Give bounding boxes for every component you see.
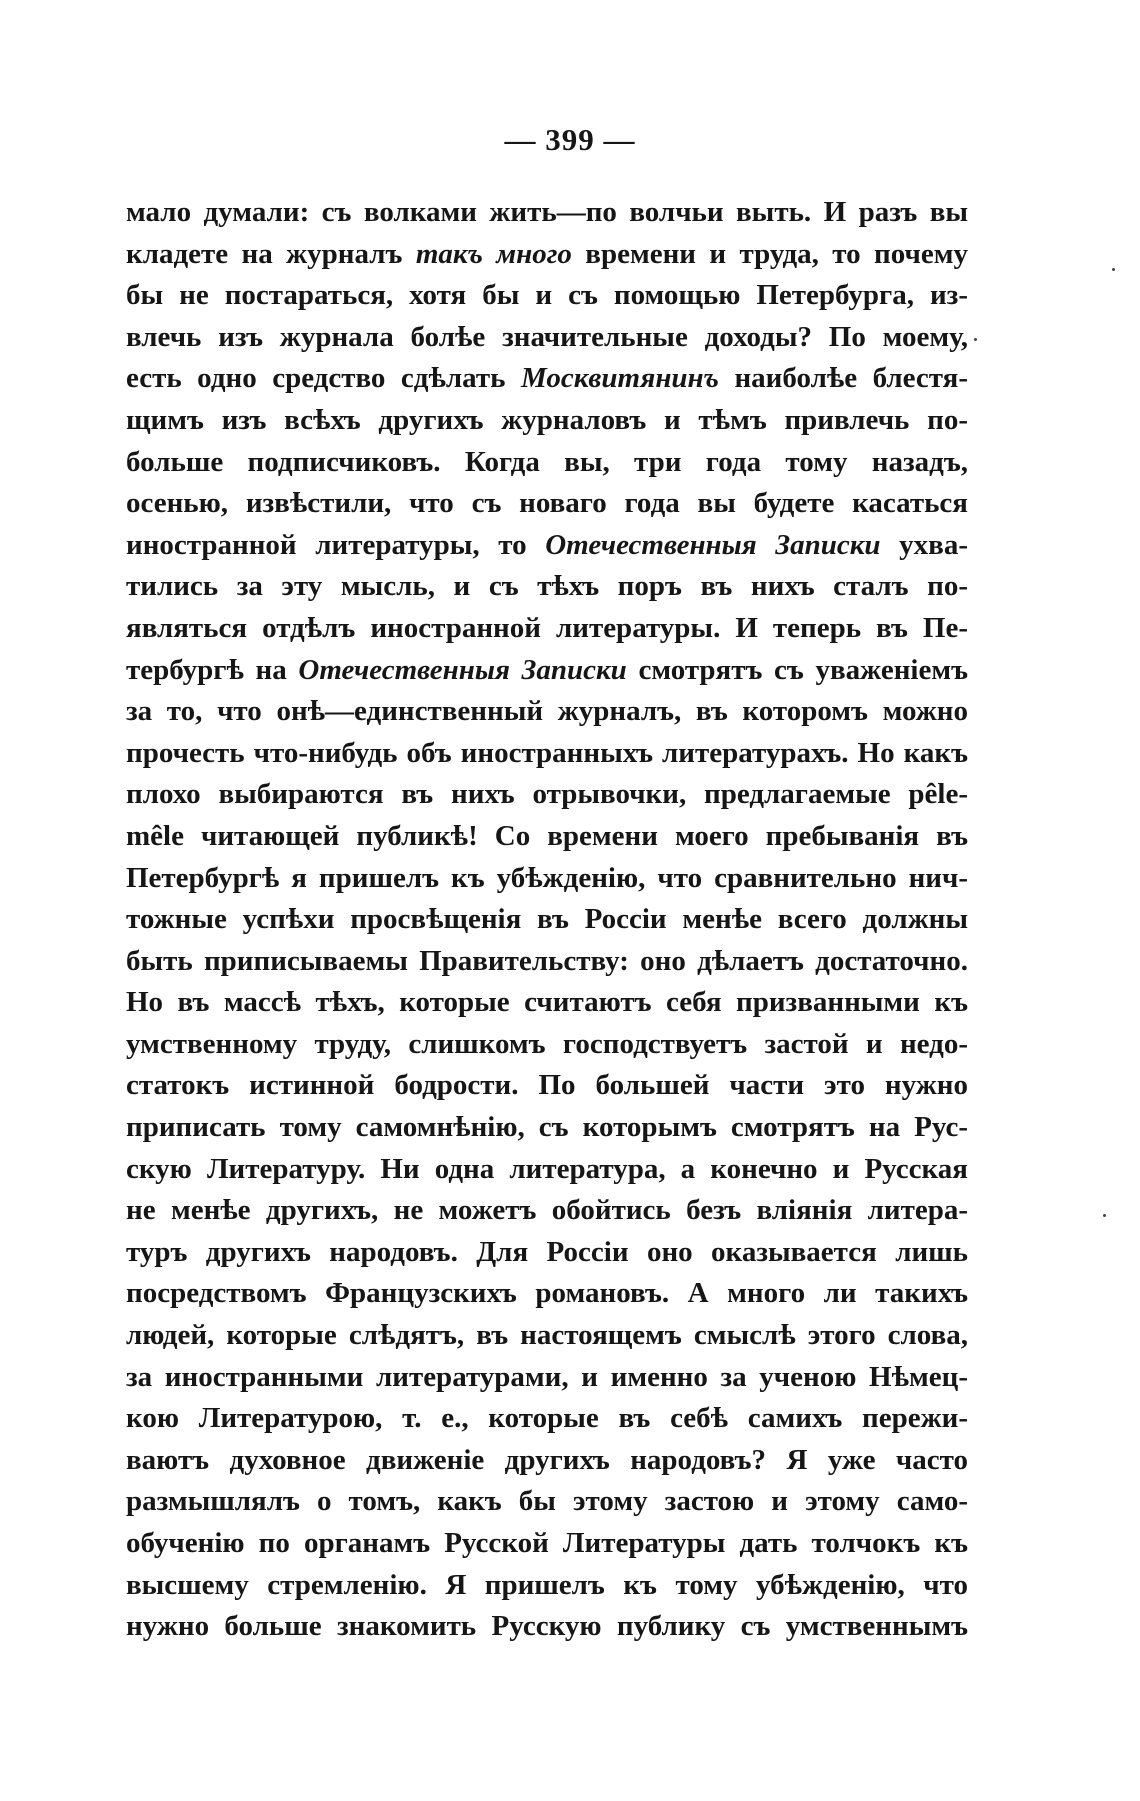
text-run: времени и труда, то почему	[571, 237, 968, 270]
text-line: посредствомъ Французскихъ романовъ. А много ли такихъ	[126, 1277, 968, 1310]
text-line: размышлялъ о томъ, какъ бы этому застою и этому само-	[126, 1485, 968, 1518]
text-line: Но въ массѣ тѣхъ, которые считаютъ себя призванными къ	[126, 986, 968, 1019]
text-line: мало думали: съ волками жить—по волчьи выть. И разъ вы	[126, 196, 968, 228]
text-run: смотрятъ съ уваженіемъ	[626, 653, 968, 686]
text-run: кладете на журналъ	[126, 237, 416, 270]
text-line: туръ другихъ народовъ. Для Россіи оно оказывается лишь	[126, 1235, 968, 1268]
body-text	[126, 192, 968, 1648]
text-run: наиболѣе блестя-	[718, 362, 968, 395]
text-line: за иностранными литературами, и именно за ученою Нѣмец-	[126, 1360, 968, 1393]
text-line: быть приписываемы Правительству: оно дѣлаетъ достаточно.	[126, 944, 968, 977]
scan-speck	[1103, 1214, 1106, 1217]
text-line: приписать тому самомнѣнію, съ которымъ смотрятъ на Рус-	[126, 1111, 968, 1144]
text-line: осенью, извѣстили, что съ новаго года вы будете касаться	[126, 487, 968, 520]
text-run: иностранной литературы, то	[126, 528, 546, 561]
text-run: есть одно средство сдѣлать	[126, 362, 521, 395]
italic-phrase: Отечественныя Записки	[298, 653, 627, 686]
text-line: кою Литературою, т. е., которые въ себѣ самихъ пережи-	[126, 1402, 968, 1435]
text-line: высшему стремленію. Я пришелъ къ тому убѣжденію, что	[126, 1568, 968, 1601]
text-line: являться отдѣлъ иностранной литературы. И теперь въ Пе-	[126, 611, 968, 644]
italic-phrase: Отечественныя Записки	[545, 528, 881, 561]
text-line: плохо выбираются въ нихъ отрывочки, предлагаемые pêle-	[126, 778, 968, 811]
text-line: Петербургѣ я пришелъ къ убѣжденію, что сравнительно нич-	[126, 861, 968, 894]
scan-speck	[974, 338, 977, 341]
scan-speck	[1112, 268, 1115, 271]
text-line: щимъ изъ всѣхъ другихъ журналовъ и тѣмъ привлечь по-	[126, 403, 968, 436]
text-line: статокъ истинной бодрости. По большей части это нужно	[126, 1069, 968, 1102]
text-line: нужно больше знакомить Русскую публику съ умственнымъ	[126, 1610, 968, 1643]
text-line: умственному труду, слишкомъ господствуетъ застой и недо-	[126, 1027, 968, 1060]
text-line: прочесть что-нибудь объ иностранныхъ литературахъ. Но какъ	[126, 736, 968, 769]
text-line: mêle читающей публикѣ! Со времени моего пребыванія въ	[126, 819, 968, 852]
text-line: влечь изъ журнала болѣе значительные доходы? По моему,	[126, 320, 968, 353]
text-line	[126, 525, 968, 567]
text-line: тились за эту мысль, и съ тѣхъ поръ въ нихъ сталъ по-	[126, 570, 968, 603]
text-line: скую Литературу. Ни одна литература, а конечно и Русская	[126, 1152, 968, 1185]
text-line: больше подписчиковъ. Когда вы, три года тому назадъ,	[126, 445, 968, 478]
italic-phrase: такъ много	[415, 237, 572, 270]
text-line: обученію по органамъ Русской Литературы дать толчокъ къ	[126, 1527, 968, 1559]
text-run: тербургѣ на	[126, 653, 299, 686]
page-number: — 399 —	[504, 122, 636, 157]
text-line: бы не постараться, хотя бы и съ помощью Петербурга, из-	[126, 279, 968, 312]
text-line	[126, 234, 968, 276]
text-line	[126, 358, 968, 400]
text-line: людей, которые слѣдятъ, въ настоящемъ смыслѣ этого слова,	[126, 1319, 968, 1352]
text-run: ухва-	[880, 528, 968, 561]
text-line: тожные успѣхи просвѣщенія въ Россіи менѣе всего должны	[126, 903, 968, 936]
text-line: ваютъ духовное движеніе другихъ народовъ? Я уже часто	[126, 1443, 968, 1476]
italic-phrase: Москвитянинъ	[520, 362, 719, 395]
text-line	[126, 650, 968, 692]
text-line: не менѣе другихъ, не можетъ обойтись безъ вліянія литера-	[126, 1194, 968, 1227]
text-line: за то, что онѣ—единственный журналъ, въ которомъ можно	[126, 695, 968, 728]
